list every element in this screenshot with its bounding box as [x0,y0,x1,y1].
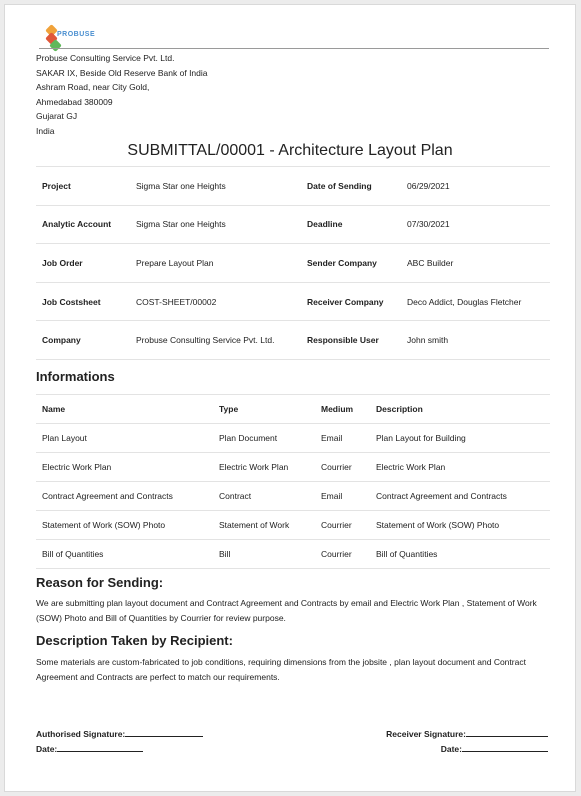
column-header-medium: Medium [315,395,370,424]
address-line: Ashram Road, near City Gold, [36,82,150,92]
table-cell: Electric Work Plan [370,453,550,482]
receiver-signature-label: Receiver Signature: [386,729,466,739]
table-cell: Electric Work Plan [213,453,315,482]
table-cell: Plan Layout [36,424,213,453]
table-cell: Bill of Quantities [36,540,213,569]
detail-label: Company [36,321,130,360]
table-cell: Email [315,482,370,511]
address-line: Gujarat GJ [36,111,78,121]
header-divider [39,48,549,49]
reason-heading: Reason for Sending: [36,575,164,590]
date-line [57,742,143,752]
company-address [36,51,208,138]
reason-text: We are submitting plan layout document and Contract Agreement and Contracts by email and Electric Work Plan , Statement of Work (SOW) Photo and Bill of Quantities by Courrier for review purpose. [36,598,537,623]
document-page [4,4,576,792]
logo-wordmark: PROBUSE [57,31,96,38]
receiver-signature-block [386,727,548,757]
table-cell: Email [315,424,370,453]
table-cell: Plan Document [213,424,315,453]
detail-label: Project [36,167,130,206]
date-label: Date: [36,744,58,754]
table-cell: Bill [213,540,315,569]
table-row [36,540,550,569]
authorised-signature-block [36,727,203,757]
address-line: Ahmedabad 380009 [36,96,113,107]
table-header-row [36,395,550,424]
table-row [36,244,550,283]
detail-value: ABC Builder [401,244,550,283]
table-row [36,282,550,321]
detail-value: John smith [401,321,550,360]
table-row [36,482,550,511]
table-cell: Contract Agreement and Contracts [36,482,213,511]
table-row [36,167,550,206]
detail-label: Analytic Account [36,205,130,244]
detail-label: Receiver Company [301,282,401,321]
detail-label: Date of Sending [301,167,401,206]
informations-table [36,394,550,569]
detail-value: Deco Addict, Douglas Fletcher [401,282,550,321]
detail-value: Sigma Star one Heights [130,205,301,244]
detail-value: COST-SHEET/00002 [130,282,301,321]
detail-value: Probuse Consulting Service Pvt. Ltd. [130,321,301,360]
signature-line [125,727,203,737]
address-line: India [36,125,55,136]
table-cell: Contract [213,482,315,511]
signature-line [466,727,548,737]
table-cell: Courrier [315,540,370,569]
table-row [36,453,550,482]
submittal-details-table [36,166,550,360]
table-row [36,511,550,540]
detail-label: Job Order [36,244,130,283]
detail-value: Prepare Layout Plan [130,244,301,283]
table-cell: Statement of Work (SOW) Photo [370,511,550,540]
table-cell: Courrier [315,453,370,482]
table-cell: Statement of Work [213,511,315,540]
authorised-signature-label: Authorised Signature: [36,729,126,739]
document-title: SUBMITTAL/00001 - Architecture Layout Plan [127,142,453,159]
table-cell: Plan Layout for Building [370,424,550,453]
detail-value: 06/29/2021 [401,167,550,206]
description-heading: Description Taken by Recipient: [36,633,233,648]
address-line: Probuse Consulting Service Pvt. Ltd. [36,53,175,63]
description-text: Some materials are custom-fabricated to job conditions, requiring dimensions from the jobsite , plan layout document and Contract Agreement and Contracts are perfect to match our requirements. [36,657,526,682]
table-cell: Statement of Work (SOW) Photo [36,511,213,540]
date-label: Date: [440,744,462,754]
table-row [36,424,550,453]
column-header-description: Description [370,395,550,424]
detail-label: Deadline [301,205,401,244]
table-row [36,205,550,244]
table-row [36,321,550,360]
detail-label: Job Costsheet [36,282,130,321]
informations-heading: Informations [36,369,115,384]
table-cell: Contract Agreement and Contracts [370,482,550,511]
column-header-type: Type [213,395,315,424]
column-header-name: Name [36,395,213,424]
detail-label: Sender Company [301,244,401,283]
table-cell: Bill of Quantities [370,540,550,569]
table-cell: Electric Work Plan [36,453,213,482]
address-line: SAKAR IX, Beside Old Reserve Bank of India [36,67,208,78]
detail-label: Responsible User [301,321,401,360]
detail-value: 07/30/2021 [401,205,550,244]
detail-value: Sigma Star one Heights [130,167,301,206]
table-cell: Courrier [315,511,370,540]
date-line [462,742,548,752]
